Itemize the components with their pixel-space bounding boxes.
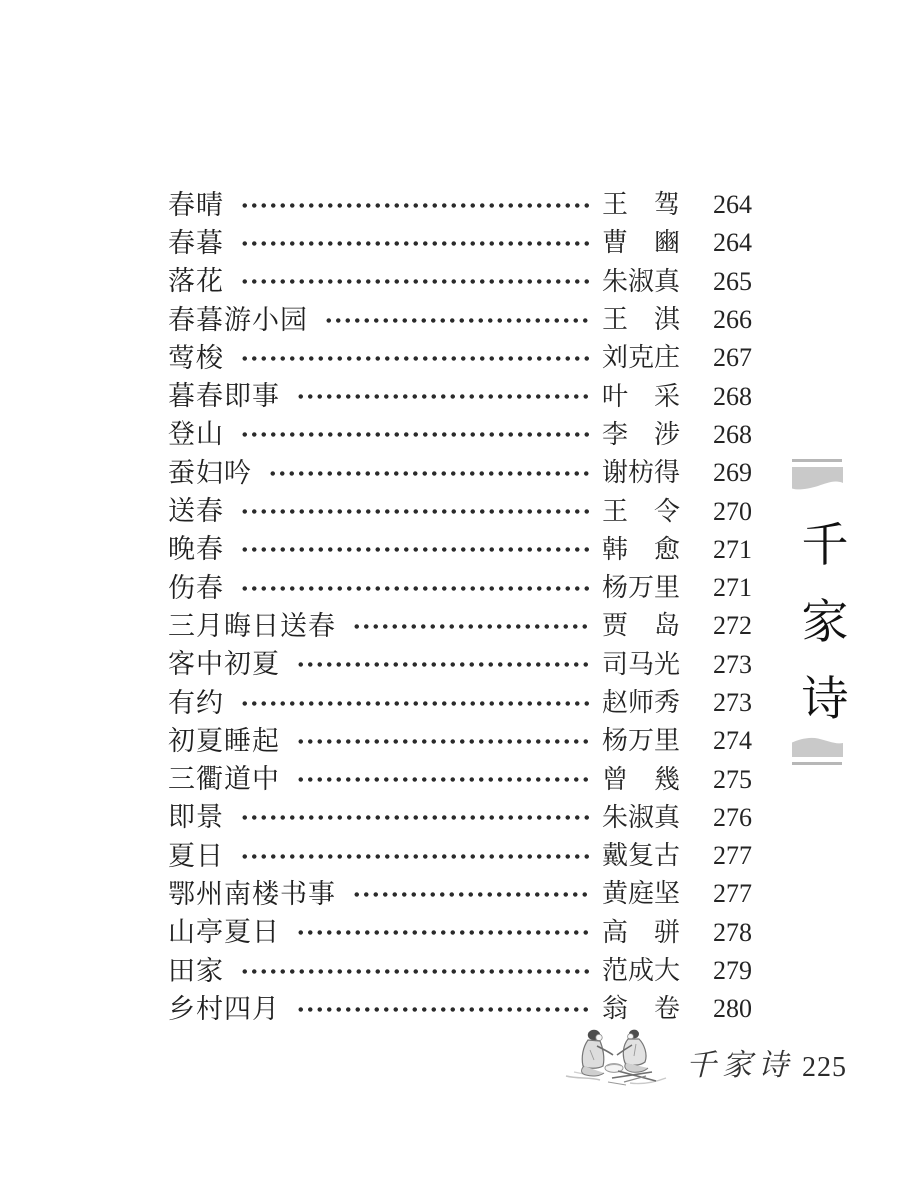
poem-title: 晚春 (168, 534, 224, 565)
dot-leader (240, 804, 589, 831)
dot-leader (240, 345, 589, 372)
poem-title: 春暮 (168, 227, 224, 258)
poem-page-number: 265 (713, 266, 752, 296)
poem-page-number: 275 (713, 764, 752, 794)
poem-author: 贾 岛 (602, 611, 681, 641)
poem-title: 客中初夏 (168, 649, 280, 680)
dot-leader (296, 996, 589, 1023)
tab-char-2: 家 (801, 597, 849, 649)
dot-leader (352, 881, 589, 908)
toc-row (168, 263, 752, 301)
dot-leader (296, 766, 589, 793)
toc-row (168, 799, 752, 837)
poem-author: 杨万里 (602, 573, 681, 603)
poem-author: 司马光 (602, 649, 681, 679)
ribbon-top-icon (792, 467, 843, 490)
toc-row (168, 454, 752, 492)
poem-author: 王 令 (602, 496, 681, 526)
poem-author: 高 骈 (602, 917, 681, 947)
poem-author: 黄庭坚 (602, 879, 681, 909)
toc-row (168, 416, 752, 454)
poem-author: 叶 采 (602, 381, 681, 411)
poem-page-number: 271 (713, 534, 752, 564)
poem-author: 李 涉 (602, 419, 681, 449)
poem-title: 暮春即事 (168, 381, 280, 412)
poem-page-number: 268 (713, 381, 752, 411)
poem-page-number: 269 (713, 458, 752, 488)
dot-leader (296, 919, 589, 946)
poem-page-number: 268 (713, 419, 752, 449)
toc-row (168, 684, 752, 722)
poem-page-number: 264 (713, 228, 752, 258)
poem-page-number: 270 (713, 496, 752, 526)
toc-row (168, 569, 752, 607)
dot-leader (240, 192, 589, 219)
toc-list (168, 186, 752, 1029)
poem-author: 翁 卷 (602, 994, 681, 1024)
poem-title: 三月晦日送春 (168, 610, 336, 641)
poem-title: 送春 (168, 496, 224, 527)
tab-rule-bottom (792, 762, 842, 765)
poem-title: 初夏睡起 (168, 725, 280, 756)
poem-title: 三衢道中 (168, 764, 280, 795)
poem-page-number: 272 (713, 611, 752, 641)
poem-title: 田家 (168, 955, 224, 986)
poem-title: 登山 (168, 419, 224, 450)
poem-author: 谢枋得 (602, 458, 681, 488)
poem-page-number: 273 (713, 649, 752, 679)
poem-author: 刘克庄 (602, 343, 681, 373)
toc-row (168, 952, 752, 990)
poem-page-number: 266 (713, 305, 752, 335)
footer-book-title: 千家诗 (686, 1049, 794, 1082)
poem-title: 有约 (168, 687, 224, 718)
dot-leader (240, 958, 589, 985)
poem-author: 王 淇 (602, 305, 681, 335)
toc-row (168, 492, 752, 530)
dot-leader (240, 268, 589, 295)
dot-leader (240, 536, 589, 563)
poem-title: 春暮游小园 (168, 304, 308, 335)
toc-row (168, 339, 752, 377)
poem-page-number: 267 (713, 343, 752, 373)
poem-author: 范成大 (602, 956, 681, 986)
footer-page-number: 225 (802, 1052, 847, 1083)
poem-page-number: 277 (713, 841, 752, 871)
poem-page-number: 273 (713, 688, 752, 717)
poem-title: 山亭夏日 (168, 917, 280, 948)
dot-leader (240, 690, 589, 717)
poem-title: 夏日 (168, 840, 224, 871)
poem-page-number: 278 (713, 917, 752, 947)
dot-leader (240, 230, 589, 257)
dot-leader (240, 843, 589, 870)
poem-page-number: 279 (713, 956, 752, 986)
ribbon-bottom-icon (792, 736, 843, 758)
toc-row (168, 224, 752, 262)
poem-page-number: 280 (713, 994, 752, 1024)
poem-title: 落花 (168, 266, 224, 297)
dot-leader (240, 575, 589, 602)
tab-vertical-title (796, 508, 854, 739)
poem-author: 杨万里 (602, 726, 681, 756)
toc-row (168, 301, 752, 339)
poem-title: 乡村四月 (168, 993, 280, 1024)
poem-author: 朱淑真 (602, 266, 681, 296)
poem-page-number: 276 (713, 802, 752, 832)
poem-title: 伤春 (168, 572, 224, 603)
toc-row (168, 760, 752, 798)
dot-leader (240, 421, 589, 448)
poem-title: 鄂州南楼书事 (168, 878, 336, 909)
tab-rule-top (792, 459, 842, 462)
toc-row (168, 837, 752, 875)
dot-leader (352, 613, 589, 640)
poem-title: 春晴 (168, 189, 224, 220)
poem-page-number: 274 (713, 726, 752, 756)
poem-title: 即景 (168, 802, 224, 833)
dot-leader (324, 307, 589, 334)
poem-author: 朱淑真 (602, 802, 681, 832)
poem-page-number: 271 (713, 573, 752, 603)
poem-author: 韩 愈 (602, 534, 681, 564)
dot-leader (296, 651, 589, 678)
dot-leader (240, 498, 589, 525)
dot-leader (296, 728, 589, 755)
page-footer (560, 1026, 847, 1088)
poem-author: 曾 幾 (602, 764, 681, 794)
toc-row (168, 914, 752, 952)
poem-title: 莺梭 (168, 342, 224, 373)
toc-row (168, 722, 752, 760)
scholars-illustration-icon (560, 1026, 672, 1088)
toc-row (168, 377, 752, 415)
dot-leader (268, 460, 589, 487)
poem-page-number: 277 (713, 879, 752, 909)
toc-row (168, 875, 752, 913)
tab-char-3: 诗 (801, 674, 849, 726)
poem-author: 王 驾 (602, 190, 681, 220)
poem-author: 赵师秀 (602, 688, 681, 717)
poem-author: 曹 豳 (602, 228, 681, 258)
toc-row (168, 646, 752, 684)
toc-row (168, 607, 752, 645)
toc-row (168, 531, 752, 569)
toc-row (168, 186, 752, 224)
poem-author: 戴复古 (602, 841, 681, 871)
poem-page-number: 264 (713, 190, 752, 220)
tab-char-1: 千 (801, 520, 849, 572)
toc-row (168, 990, 752, 1028)
poem-title: 蚕妇吟 (168, 457, 252, 488)
dot-leader (296, 383, 589, 410)
